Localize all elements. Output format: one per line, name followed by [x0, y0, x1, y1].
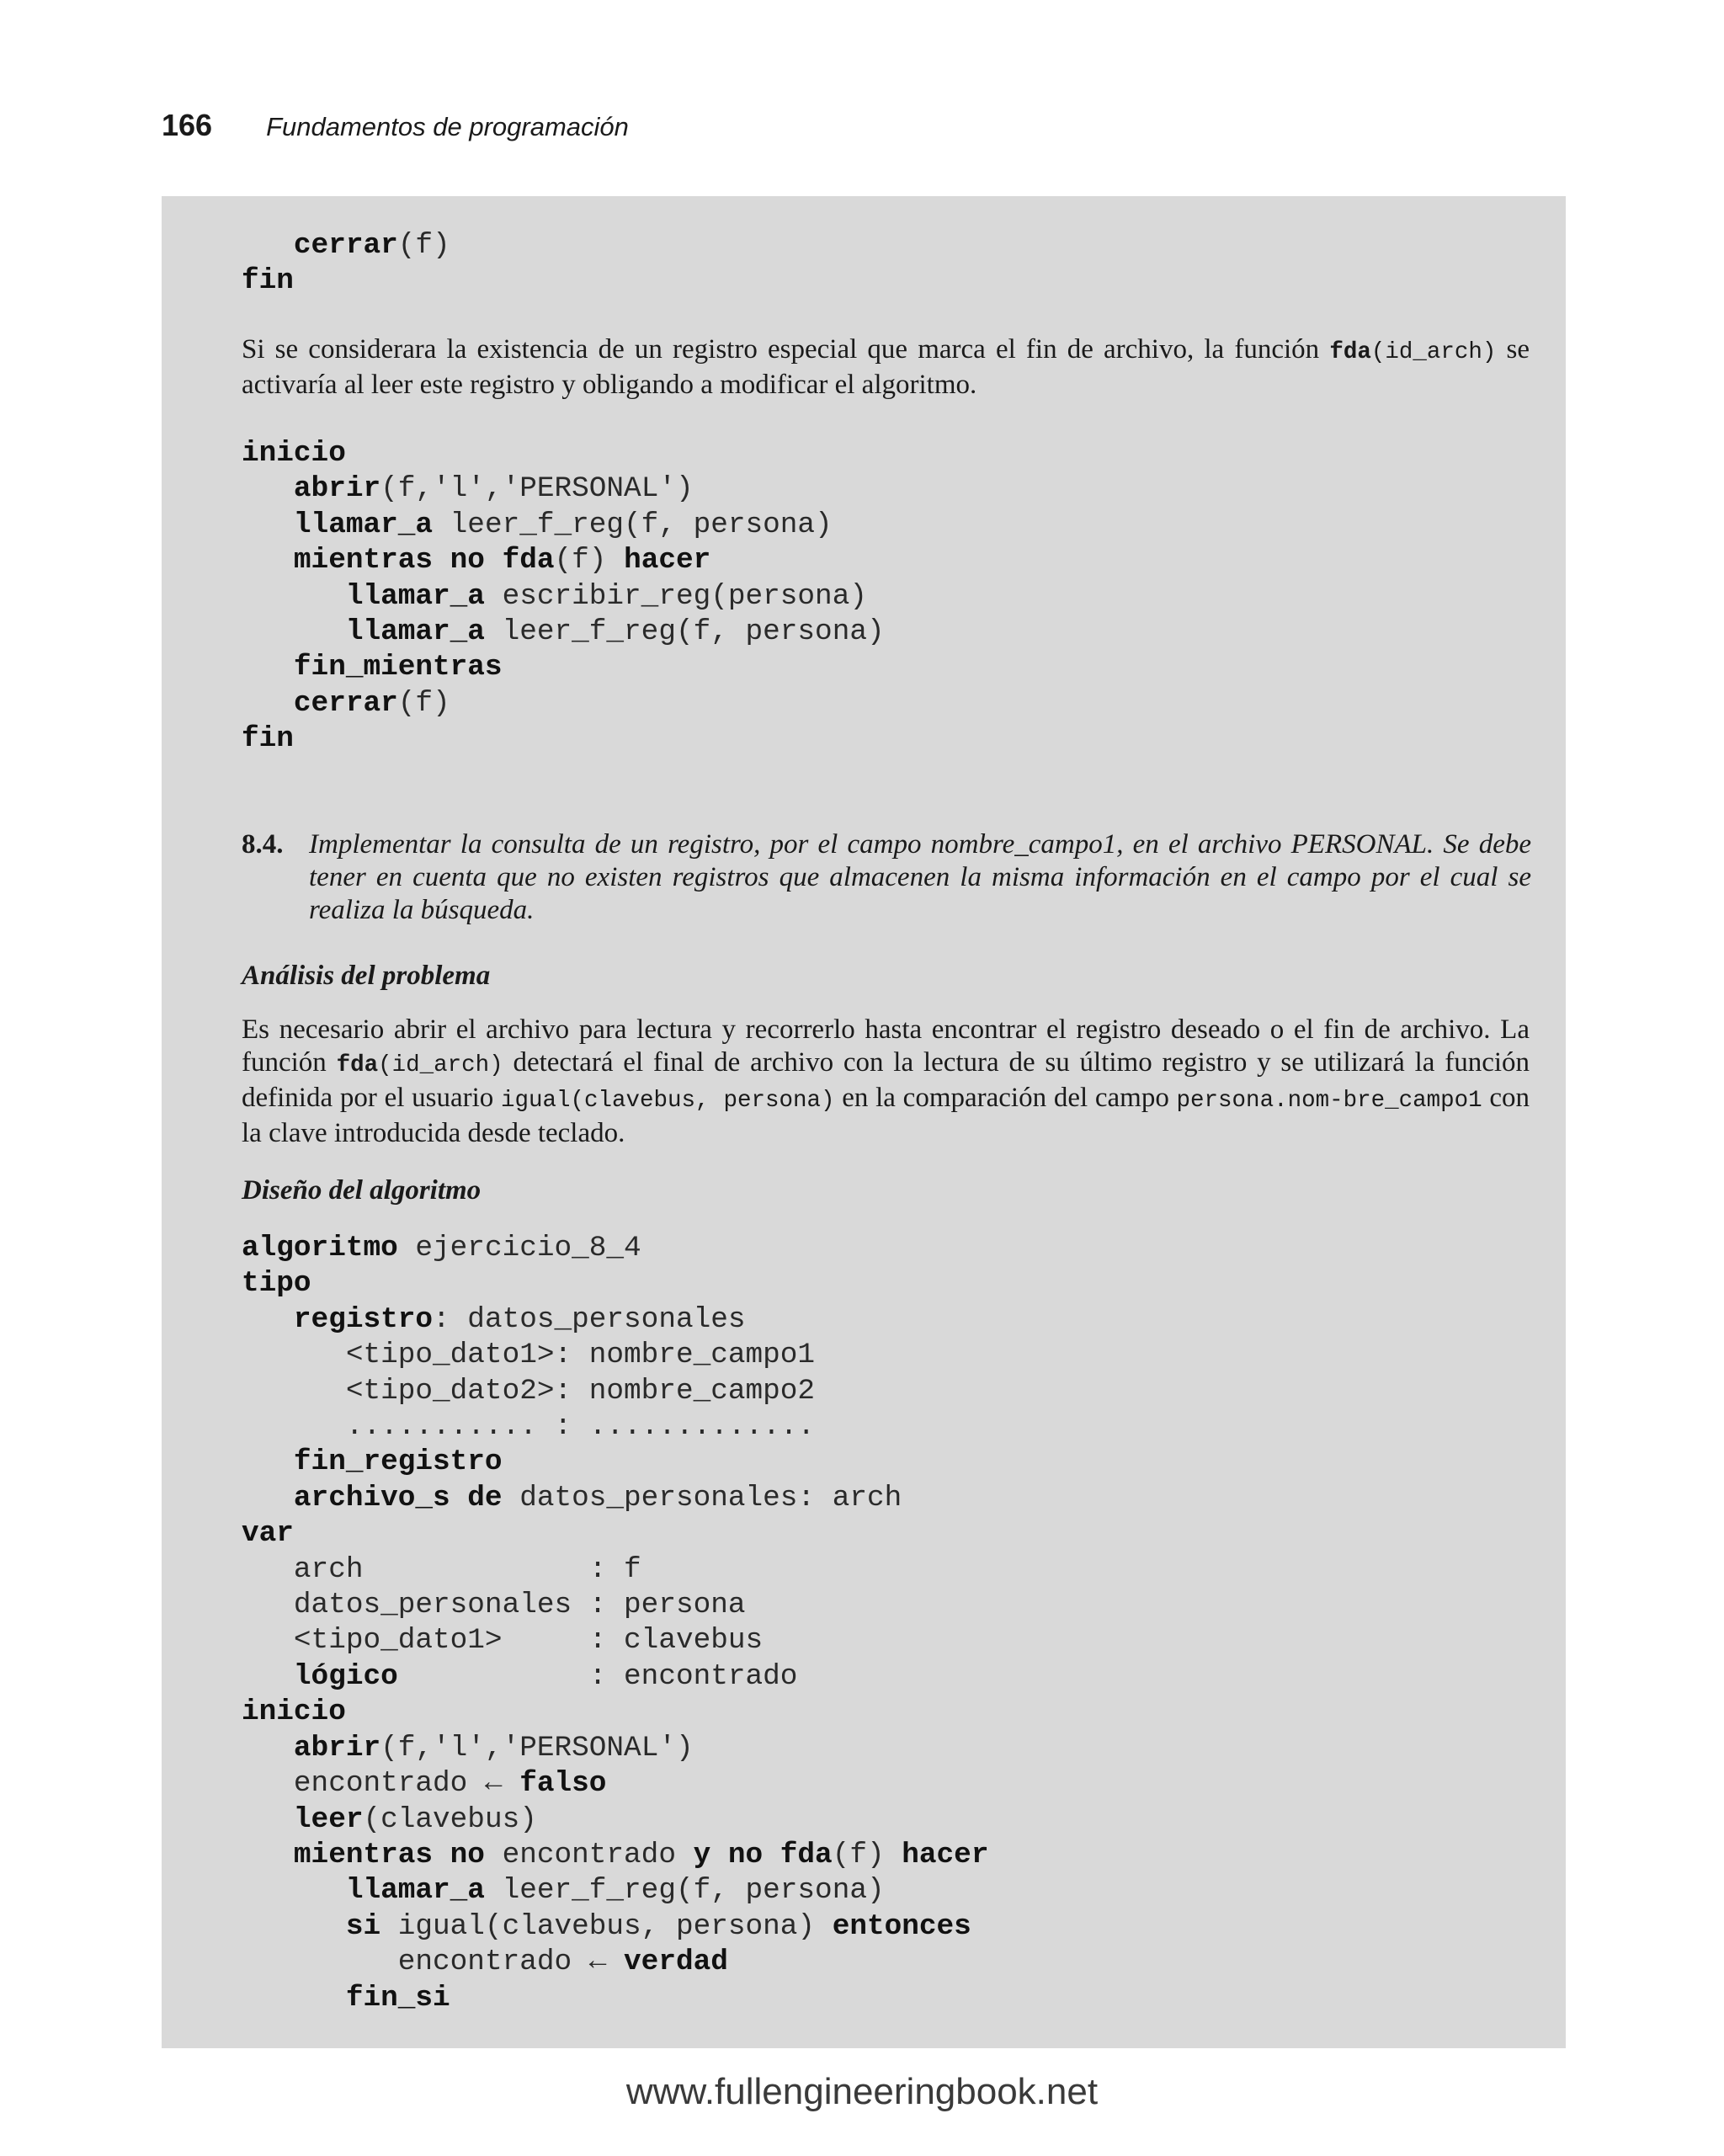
analysis-heading: Análisis del problema	[242, 961, 491, 991]
code-block-algorithm	[242, 1231, 988, 2016]
code-line: var	[242, 1517, 294, 1551]
design-heading: Diseño del algoritmo	[242, 1175, 482, 1206]
code-line: <tipo_dato1> : clavebus	[293, 1624, 764, 1658]
code-line: mientras no encontrado y no fda(f) hacer	[293, 1838, 989, 1871]
content-panel	[162, 196, 1566, 2048]
code-line: tipo	[242, 1267, 311, 1301]
code-line: encontrado ← falso	[293, 1767, 607, 1801]
code-line: encontrado ← verdad	[397, 1946, 728, 1979]
code-line: abrir(f,'l','PERSONAL')	[293, 472, 694, 506]
exercise-statement: Implementar la consulta de un registro, por el campo nombre_campo1, en el archivo PERSONAL. Se debe tener en cuenta que no existen registros que almacenen la misma información en el campo por el cual se realiza la búsqueda.	[309, 829, 1531, 925]
code-line: fin	[242, 264, 294, 298]
code-line: <tipo_dato1>: nombre_campo1	[345, 1339, 816, 1372]
code-line: lógico : encontrado	[293, 1659, 798, 1693]
page-header	[162, 108, 629, 148]
code-line: fin_registro	[293, 1445, 503, 1479]
code-block-mid	[242, 436, 885, 758]
exercise-number: 8.4.	[242, 829, 284, 860]
paragraph-fda: Si se considerara la existencia de un registro especial que marca el fin de archivo, la función fda(id_arch) se activaría al leer este registro y obligando a modificar el algoritmo.	[242, 334, 1530, 400]
code-line: fin	[242, 722, 294, 756]
page-number: 166	[162, 108, 213, 142]
code-line: registro: datos_personales	[293, 1302, 746, 1336]
code-line: si igual(clavebus, persona) entonces	[345, 1909, 971, 1943]
book-title: Fundamentos de programación	[266, 112, 629, 141]
code-block-top	[242, 228, 450, 300]
code-line: llamar_a leer_f_reg(f, persona)	[293, 508, 833, 541]
code-line: arch : f	[293, 1552, 641, 1586]
code-line: cerrar(f)	[293, 229, 450, 262]
code-line: inicio	[242, 1696, 346, 1729]
code-line: algoritmo ejercicio_8_4	[242, 1232, 641, 1264]
code-line: fin_mientras	[293, 651, 503, 684]
code-line: ........... : .............	[345, 1410, 816, 1444]
code-inline-fda: fda(id_arch)	[1329, 339, 1497, 365]
code-line: llamar_a escribir_reg(persona)	[345, 579, 867, 613]
footer-url: www.fullengineeringbook.net	[625, 2071, 1099, 2112]
code-line: cerrar(f)	[293, 686, 450, 720]
code-line: archivo_s de datos_personales: arch	[293, 1481, 902, 1515]
code-line: inicio	[242, 437, 346, 470]
code-line: <tipo_dato2>: nombre_campo2	[345, 1374, 816, 1408]
analysis-paragraph: Es necesario abrir el archivo para lectura y recorrerlo hasta encontrar el registro deseado o el fin de archivo. La función fda(id_arch) detectará el final de archivo con la lectura de su último registro y se utilizará la función definida por el usuario igual(clavebus, persona) en la comparación del campo persona.nom-bre_campo1 con la clave introducida desde teclado.	[242, 1014, 1530, 1148]
code-line: llamar_a leer_f_reg(f, persona)	[345, 1874, 885, 1908]
code-line: mientras no fda(f) hacer	[293, 544, 711, 578]
code-line: llamar_a leer_f_reg(f, persona)	[345, 615, 885, 649]
code-line: fin_si	[345, 1981, 450, 2015]
code-line: abrir(f,'l','PERSONAL')	[293, 1731, 694, 1765]
code-line: datos_personales : persona	[293, 1589, 746, 1622]
code-line: leer(clavebus)	[293, 1802, 537, 1836]
